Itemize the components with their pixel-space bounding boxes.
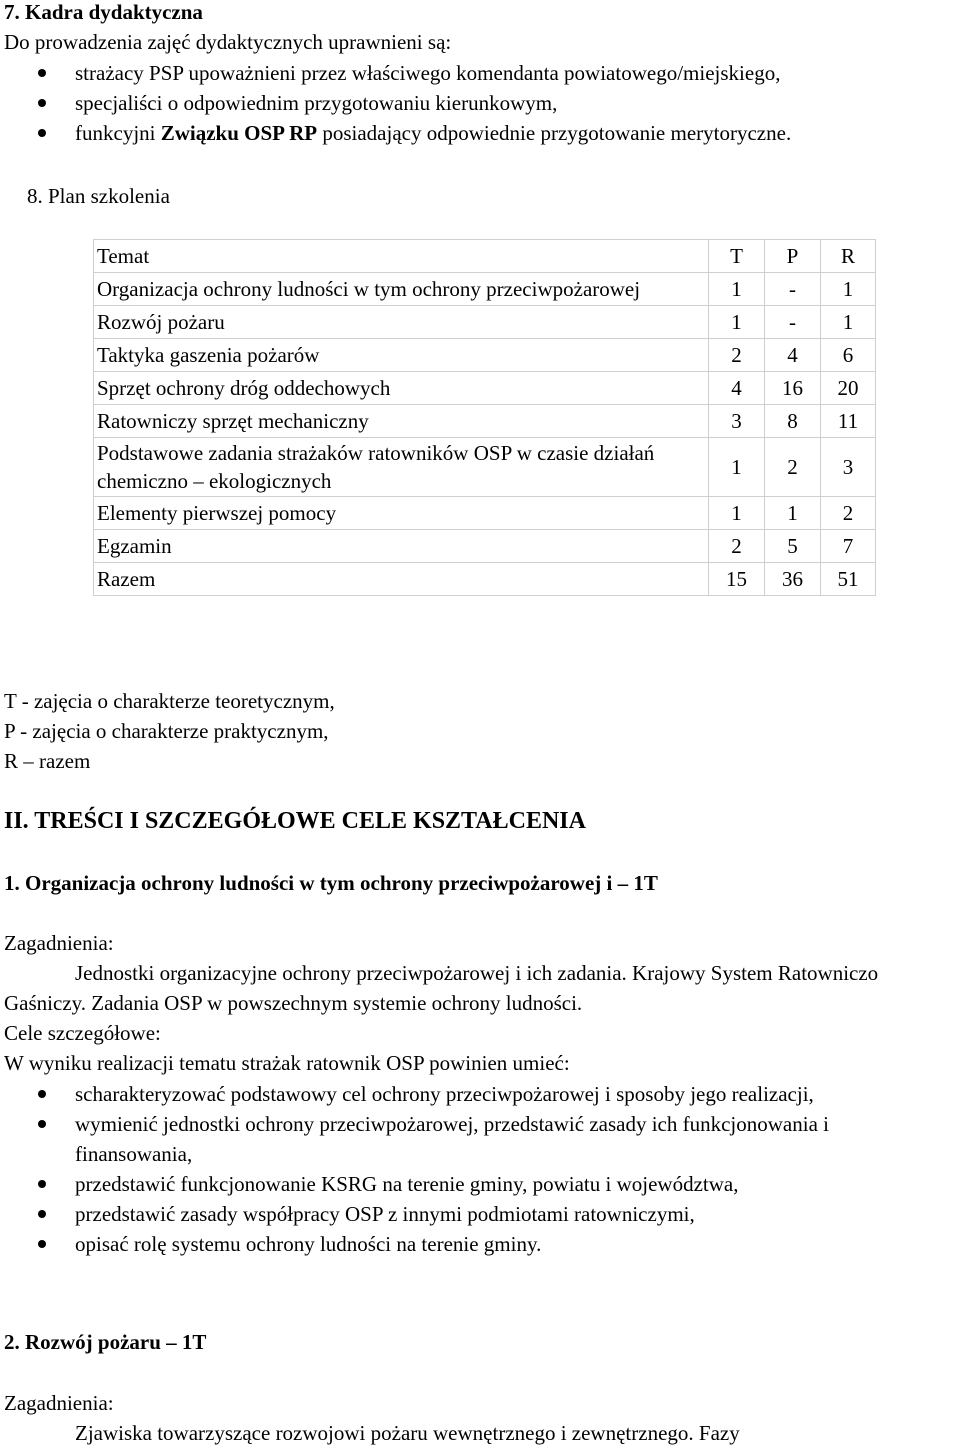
- table-header-row: [94, 240, 876, 273]
- list-item: przedstawić zasady współpracy OSP z innymi podmiotami ratowniczymi,: [0, 1199, 935, 1229]
- list-item: funkcyjni Związku OSP RP posiadający odpowiednie przygotowanie merytoryczne.: [0, 118, 791, 148]
- training-plan-table: [93, 239, 876, 596]
- list-item: strażacy PSP upoważnieni przez właściwego komendanta powiatowego/miejskiego,: [0, 58, 791, 88]
- section-8-heading: 8. Plan szkolenia: [27, 184, 170, 208]
- topic-1-goals-label: Cele szczegółowe:: [4, 1021, 161, 1045]
- table-row: Taktyka gaszenia pożarów 2 4 6: [94, 339, 876, 372]
- header-p: P: [765, 240, 821, 273]
- table-row: Organizacja ochrony ludności w tym ochrony przeciwpożarowej 1 - 1: [94, 273, 876, 306]
- table-row: Egzamin 2 5 7: [94, 530, 876, 563]
- topic-2-heading: 2. Rozwój pożaru – 1T: [4, 1330, 207, 1354]
- staff-list: [0, 58, 791, 148]
- legend-t: T - zajęcia o charakterze teoretycznym,: [4, 689, 335, 713]
- header-topic: Temat: [94, 240, 709, 273]
- list-item: wymienić jednostki ochrony przeciwpożarowej, przedstawić zasady ich funkcjonowania i finansowania,: [0, 1109, 935, 1169]
- section-7-heading: 7. Kadra dydaktyczna: [4, 0, 203, 24]
- list-item: przedstawić funkcjonowanie KSRG na terenie gminy, powiatu i województwa,: [0, 1169, 935, 1199]
- part-2-heading: II. TREŚCI I SZCZEGÓŁOWE CELE KSZTAŁCENIA: [4, 808, 586, 834]
- topic-1-issues-text: Jednostki organizacyjne ochrony przeciwpożarowej i ich zadania. Krajowy System Ratowniczo Gaśniczy. Zadania OSP w powszechnym systemie ochrony ludności.: [4, 961, 879, 1015]
- topic-2-issues-text: Zjawiska towarzyszące rozwojowi pożaru wewnętrznego i zewnętrznego. Fazy: [75, 1421, 740, 1445]
- section-7-intro: Do prowadzenia zajęć dydaktycznych uprawnieni są:: [4, 30, 452, 54]
- table-row: Podstawowe zadania strażaków ratowników OSP w czasie działań chemiczno – ekologicznych 1 2 3: [94, 438, 876, 497]
- topic-1-issues-label: Zagadnienia:: [4, 931, 114, 955]
- table-row: Sprzęt ochrony dróg oddechowych 4 16 20: [94, 372, 876, 405]
- list-item: scharakteryzować podstawowy cel ochrony przeciwpożarowej i sposoby jego realizacji,: [0, 1079, 935, 1109]
- table-total-row: Razem 15 36 51: [94, 563, 876, 596]
- topic-1-goals-intro: W wyniku realizacji tematu strażak ratownik OSP powinien umieć:: [4, 1051, 570, 1075]
- list-item: specjaliści o odpowiednim przygotowaniu kierunkowym,: [0, 88, 791, 118]
- topic-2-issues-label: Zagadnienia:: [4, 1391, 114, 1415]
- legend-r: R – razem: [4, 749, 91, 773]
- table-row: Elementy pierwszej pomocy 1 1 2: [94, 497, 876, 530]
- header-r: R: [821, 240, 876, 273]
- topic-1-goals-list: [0, 1079, 935, 1259]
- legend-p: P - zajęcia o charakterze praktycznym,: [4, 719, 329, 743]
- list-item: opisać rolę systemu ochrony ludności na terenie gminy.: [0, 1229, 935, 1259]
- topic-1-heading: 1. Organizacja ochrony ludności w tym ochrony przeciwpożarowej i – 1T: [4, 871, 658, 895]
- table-row: Ratowniczy sprzęt mechaniczny 3 8 11: [94, 405, 876, 438]
- table-row: Rozwój pożaru 1 - 1: [94, 306, 876, 339]
- header-t: T: [709, 240, 765, 273]
